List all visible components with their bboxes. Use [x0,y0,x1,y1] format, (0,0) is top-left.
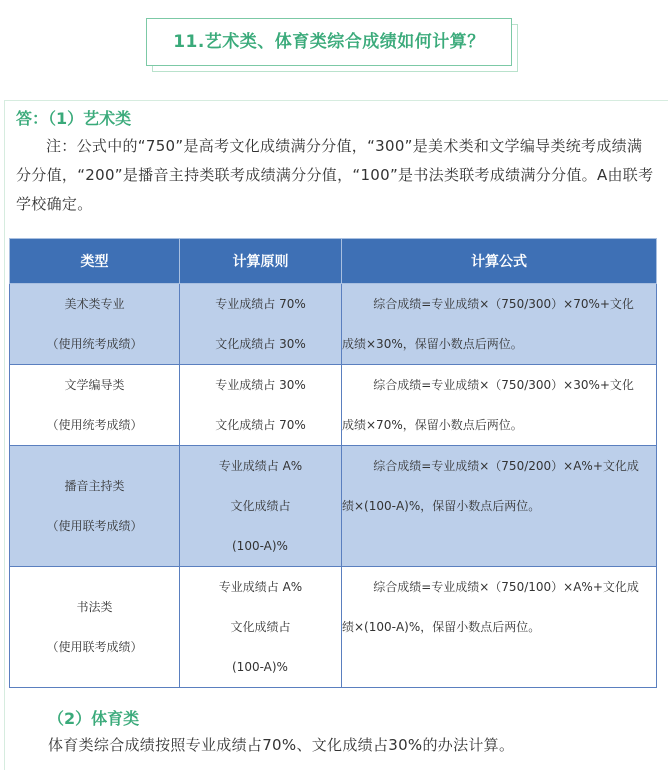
principle-line: 文化成绩占 70% [215,418,306,432]
type-name: 书法类 [76,600,113,614]
principle-line: 专业成绩占 70% [215,297,306,311]
cell-formula [342,446,657,567]
table-row [10,567,657,688]
type-name: 美术类专业 [64,297,125,311]
formula-line: 综合成绩=专业成绩×（750/100）×A%+文化成 [373,580,639,594]
score-table [9,238,657,688]
formula-line: 综合成绩=专业成绩×（750/300）×30%+文化 [373,378,634,392]
cell-principle [180,365,342,446]
principle-line: 专业成绩占 A% [218,459,303,473]
principle-line: 文化成绩占 [230,499,291,513]
page-title: 11.艺术类、体育类综合成绩如何计算？ [173,32,485,52]
principle-line: (100-A)% [232,660,288,674]
type-note: （使用统考成绩） [46,418,143,432]
formula-line: 综合成绩=专业成绩×（750/300）×70%+文化 [373,297,634,311]
header-formula: 计算公式 [342,239,657,284]
formula-line: 成绩×30%，保留小数点后两位。 [342,337,523,351]
type-name: 文学编导类 [64,378,125,392]
type-note: （使用统考成绩） [46,337,143,351]
table-row [10,284,657,365]
principle-line: 专业成绩占 30% [215,378,306,392]
cell-type [10,567,180,688]
principle-line: (100-A)% [232,539,288,553]
table-header-row [10,239,657,284]
type-note: （使用联考成绩） [46,519,143,533]
principle-line: 专业成绩占 A% [218,580,303,594]
formula-line: 绩×(100-A)%，保留小数点后两位。 [342,499,541,513]
table-row [10,446,657,567]
cell-formula [342,284,657,365]
cell-principle [180,446,342,567]
principle-line: 文化成绩占 30% [215,337,306,351]
section-heading-art: 答：（1）艺术类 [16,109,132,128]
formula-line: 综合成绩=专业成绩×（750/200）×A%+文化成 [373,459,639,473]
table-row [10,365,657,446]
formula-line: 绩×(100-A)%，保留小数点后两位。 [342,620,541,634]
type-name: 播音主持类 [64,479,125,493]
cell-type [10,365,180,446]
formula-note: 注：公式中的“750”是高考文化成绩满分分值，“300”是美术类和文学编导类统考成绩满分分值，“200”是播音主持类联考成绩满分分值，“100”是书法类联考成绩满分分值。A由联考学校确定。 [16,137,654,213]
cell-type [10,284,180,365]
cell-principle [180,567,342,688]
header-principle: 计算原则 [180,239,342,284]
type-note: （使用联考成绩） [46,640,143,654]
cell-principle [180,284,342,365]
section-heading-sports: （2）体育类 [48,709,140,728]
title-banner [146,18,520,72]
cell-type [10,446,180,567]
header-type: 类型 [10,239,180,284]
formula-line: 成绩×70%，保留小数点后两位。 [342,418,523,432]
cell-formula [342,567,657,688]
cell-formula [342,365,657,446]
principle-line: 文化成绩占 [230,620,291,634]
sports-rule-text: 体育类综合成绩按照专业成绩占70%、文化成绩占30%的办法计算。 [48,736,515,754]
